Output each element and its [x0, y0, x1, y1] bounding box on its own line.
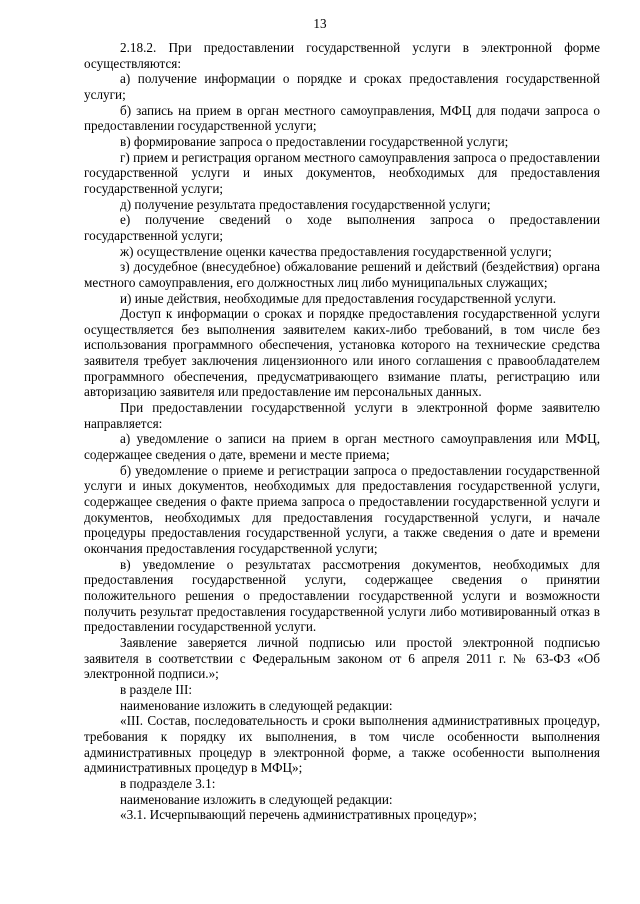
paragraph: а) уведомление о записи на прием в орган местного самоуправления или МФЦ, содержащее сведения о дате, времени и месте приема;: [84, 431, 600, 463]
paragraph: 2.18.2. При предоставлении государственной услуги в электронной форме осуществляются:: [84, 40, 600, 71]
paragraph: Доступ к информации о сроках и порядке предоставления государственной услуги осуществляется без выполнения заявителем каких-либо требований, в том числе без использования программного обеспечения, установка которого на технические средства заявителя требует заключения лицензионного или иного соглашения с правообладателем программного обеспечения, предусматривающего взимание платы, регистрацию или авторизацию заявителя или предоставление им персональных данных.: [84, 306, 600, 400]
paragraph: в разделе III:: [120, 681, 193, 697]
paragraph: в) уведомление о результатах рассмотрения документов, необходимых для предоставления государственной услуги, содержащее сведения о принятии положительного решения о предоставлении государственной услуги и возможности получить результат предоставления государственной услуги либо мотивированный отказ в предоставлении государственной услуги.: [84, 556, 600, 635]
paragraph: е) получение сведений о ходе выполнения запроса о предоставлении государственной услуги;: [84, 212, 600, 243]
page-number: 13: [313, 16, 327, 31]
paragraph: з) досудебное (внесудебное) обжалование решений и действий (бездействия) органа местного самоуправления, его должностных лиц либо муниципальных служащих;: [84, 259, 600, 290]
paragraph: наименование изложить в следующей редакции:: [120, 697, 393, 713]
paragraph: Заявление заверяется личной подписью или простой электронной подписью заявителя в соответствии с Федеральным законом от 6 апреля 2011 г. № 63-ФЗ «Об электронной подписи.»;: [84, 634, 600, 682]
paragraph: При предоставлении государственной услуги в электронной форме заявителю направляется:: [84, 400, 600, 431]
paragraph: ж) осуществление оценки качества предоставления государственной услуги;: [120, 243, 552, 259]
paragraph: в) формирование запроса о предоставлении государственной услуги;: [120, 133, 509, 149]
document-body: [84, 40, 600, 823]
paragraph: наименование изложить в следующей редакции:: [120, 791, 393, 807]
paragraph: в подразделе 3.1:: [120, 775, 216, 791]
paragraph: а) получение информации о порядке и сроках предоставления государственной услуги;: [84, 71, 600, 102]
paragraph: б) запись на прием в орган местного самоуправления, МФЦ для подачи запроса о предоставлении государственной услуги;: [84, 102, 600, 134]
paragraph: б) уведомление о приеме и регистрации запроса о предоставлении государственной услуги и иных документов, необходимых для предоставления государственной услуги, содержащее сведения о факте приема запроса о предоставлении государственной услуги и документов, необходимых для предоставления государственной услуги, и начале процедуры предоставления государственной услуги, а также сведения о дате и времени окончания предоставления государственной услуги;: [84, 462, 600, 556]
paragraph: «III. Состав, последовательность и сроки выполнения административных процедур, требования к порядку их выполнения, в том числе особенности выполнения административных процедур в электронной форме, а также особенности выполнения административных процедур в МФЦ»;: [84, 713, 600, 776]
paragraph: «3.1. Исчерпывающий перечень административных процедур»;: [120, 807, 477, 823]
paragraph: д) получение результата предоставления государственной услуги;: [120, 196, 491, 212]
paragraph: и) иные действия, необходимые для предоставления государственной услуги.: [120, 290, 557, 306]
paragraph: г) прием и регистрация органом местного самоуправления запроса о предоставлении государственной услуги и иных документов, необходимых для предоставления государственной услуги;: [84, 149, 600, 196]
